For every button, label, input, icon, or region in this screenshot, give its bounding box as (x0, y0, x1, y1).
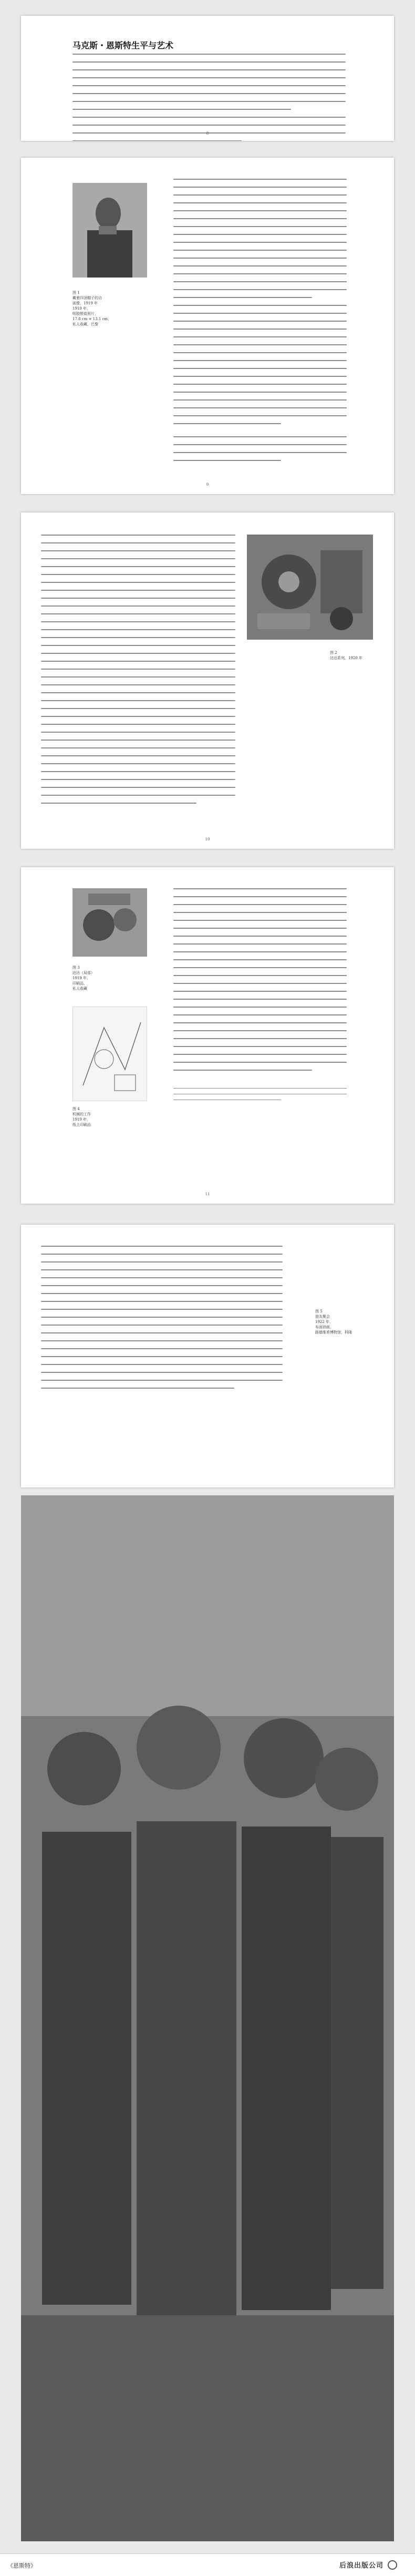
figure-number: 图 2 (330, 651, 337, 655)
page-4 (21, 867, 394, 1204)
figure-title: 达达（局部） (72, 971, 95, 975)
figure-medium: 印刷品， (72, 981, 87, 986)
chapter-title: 马克斯・恩斯特生平与艺术 (72, 40, 174, 50)
drawing-artwork (72, 1007, 147, 1101)
body-text-block (41, 535, 235, 810)
portrait-figure-icon (72, 183, 147, 278)
group-painting-icon (21, 1495, 394, 2541)
collage-artwork (247, 535, 373, 640)
figure-year: 1919 年， (72, 1117, 91, 1122)
figure-year: 1919 年， (72, 976, 91, 980)
viewer-footer (0, 2553, 415, 2576)
figure-title: 朋友聚会 (315, 1315, 330, 1319)
page-2 (21, 158, 394, 494)
figure-medium: 纸上印刷品 (72, 1123, 91, 1127)
figure-year: 1919 年， (72, 306, 91, 311)
book-title: 《恩斯特》 (7, 2562, 36, 2569)
group-painting (21, 1495, 394, 2541)
figure-dimensions: 17.8 cm × 13.1 cm， (72, 317, 112, 321)
portrait-photo (72, 183, 147, 278)
figure-title-cont: 画像，1919 年 (72, 301, 98, 305)
page-number: 9 (206, 483, 209, 487)
figure-number: 图 5 (315, 1309, 323, 1313)
page-1 (21, 16, 394, 141)
figure-medium: 明胶银盐照片， (72, 312, 98, 316)
figure-caption (330, 650, 388, 661)
page-number: 11 (205, 1192, 210, 1196)
figure-caption (72, 290, 151, 327)
figure-caption-bottom (72, 1106, 146, 1127)
figure-caption-top (72, 965, 146, 991)
collage-figure-icon (247, 535, 373, 640)
figure-number: 图 4 (72, 1107, 80, 1111)
body-text-lower (173, 436, 347, 468)
machine-figure-icon (72, 888, 147, 957)
footnotes (173, 1088, 347, 1105)
figure-medium: 布面油画， (315, 1325, 334, 1329)
body-text-block (72, 54, 346, 141)
publisher-badge-icon (388, 2560, 397, 2570)
figure-collection: 私人收藏 (72, 987, 87, 991)
body-text-block (173, 179, 347, 431)
figure-title: 机械的工作 (72, 1112, 91, 1116)
machine-photo-top (72, 888, 147, 957)
figure-number: 图 3 (72, 966, 80, 970)
figure-caption (315, 1309, 389, 1335)
figure-number: 图 1 (72, 291, 80, 295)
figure-title: 戴着四顶帽子的自 (72, 296, 102, 300)
publisher-logo: 后浪出版公司 (339, 2562, 383, 2570)
page-number: 10 (205, 837, 210, 841)
body-text-block (173, 888, 347, 1077)
page-3 (21, 512, 394, 849)
figure-collection: 路德维希博物馆，科隆 (315, 1330, 352, 1335)
drawing-figure-icon (72, 1007, 147, 1101)
figure-collection: 私人收藏，巴黎 (72, 322, 98, 326)
figure-year: 1922 年， (315, 1320, 334, 1324)
page-5 (21, 1225, 394, 1487)
body-text-block (41, 1246, 283, 1395)
figure-title: 达达系列，1920 年 (330, 656, 363, 660)
page-number: 8 (206, 131, 209, 136)
